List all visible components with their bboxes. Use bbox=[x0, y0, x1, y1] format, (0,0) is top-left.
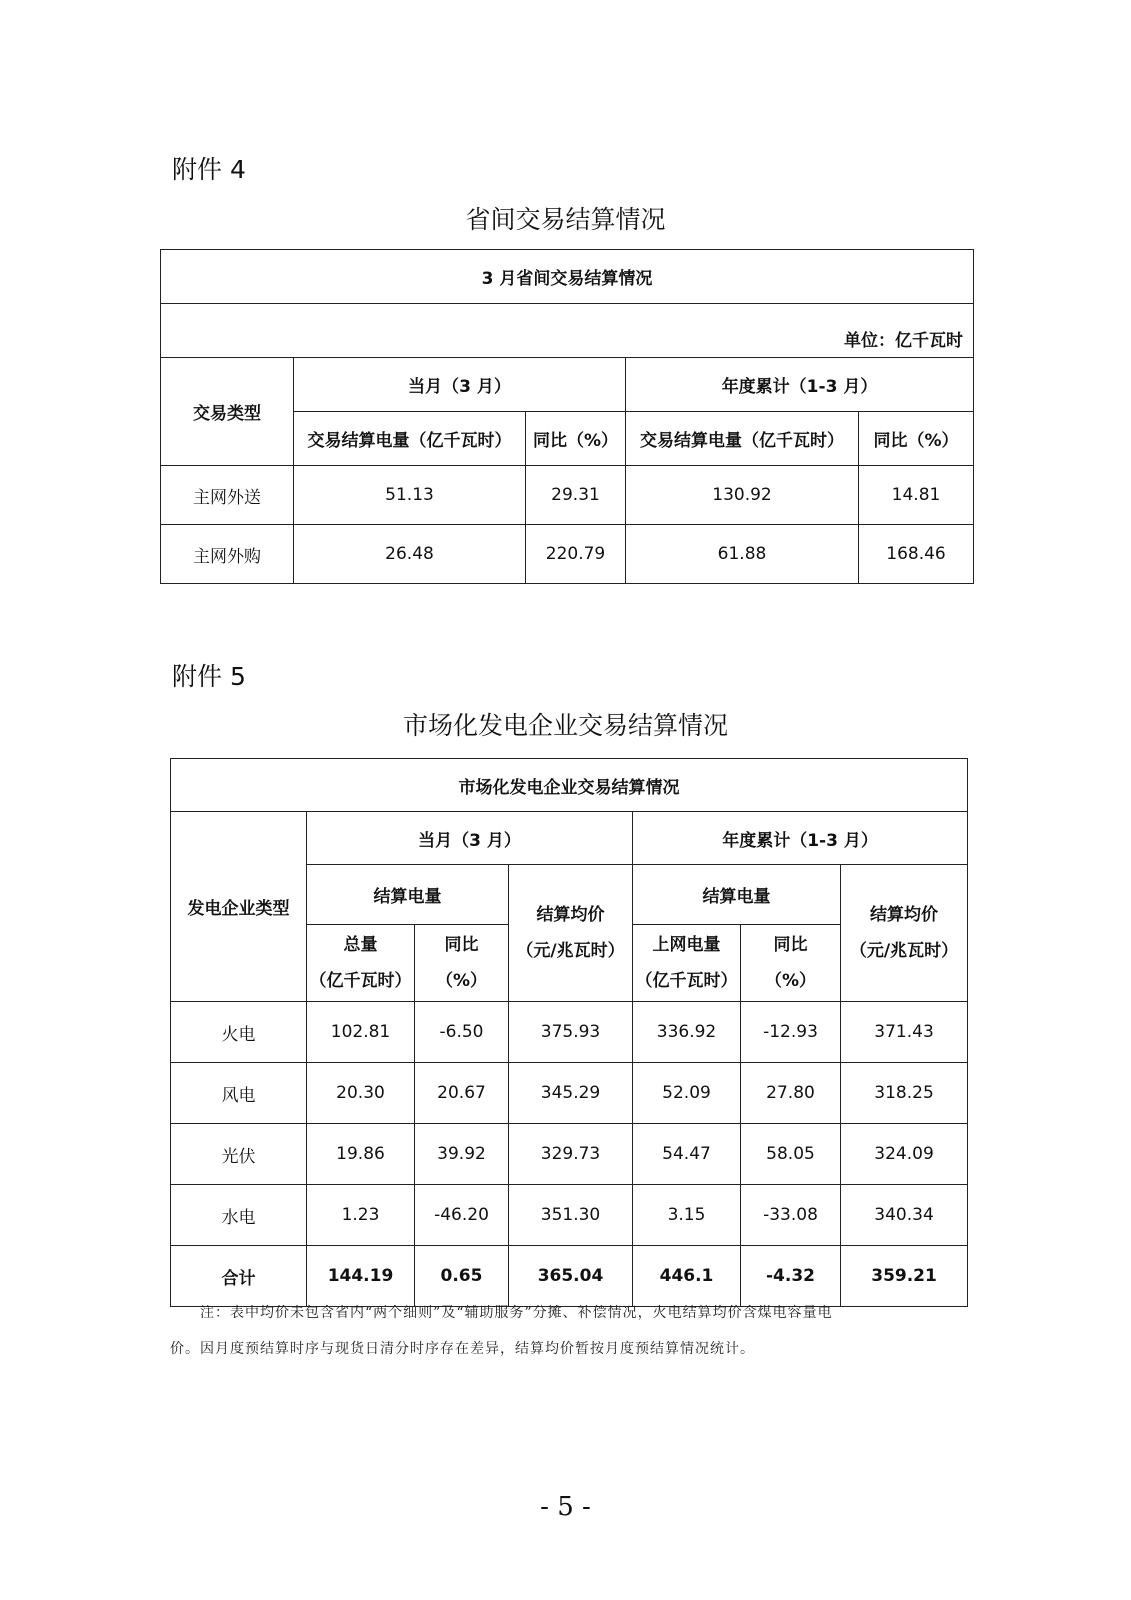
row-price: 345.29 bbox=[509, 1063, 633, 1124]
total-ytd-yoy: -4.32 bbox=[741, 1246, 841, 1307]
header-ytd-yoy bbox=[741, 925, 841, 1002]
total-ytd-price: 359.21 bbox=[841, 1246, 968, 1307]
row-yoy: 39.92 bbox=[415, 1124, 509, 1185]
row-ytd-yoy: 58.05 bbox=[741, 1124, 841, 1185]
header-ytd-volume: 交易结算电量（亿千瓦时） bbox=[626, 412, 859, 466]
header-grid-line1: 上网电量 bbox=[652, 935, 721, 955]
row-type: 主网外送 bbox=[161, 466, 294, 525]
total-total: 144.19 bbox=[307, 1246, 415, 1307]
header-year-to-date: 年度累计（1-3 月） bbox=[633, 812, 968, 865]
row-ytd-yoy: -12.93 bbox=[741, 1002, 841, 1063]
header-total-line2: （亿千瓦时） bbox=[309, 971, 412, 991]
header-trade-type: 交易类型 bbox=[161, 358, 294, 466]
header-yoy-line1: 同比 bbox=[444, 935, 479, 955]
row-type: 火电 bbox=[171, 1002, 307, 1063]
row-ytd-price: 318.25 bbox=[841, 1063, 968, 1124]
total-price: 365.04 bbox=[509, 1246, 633, 1307]
note-line-1: 注：表中均价未包含省内“两个细则”及“辅助服务”分摊、补偿情况，火电结算均价含煤电容量电 bbox=[200, 1305, 833, 1321]
table-row bbox=[171, 1124, 968, 1185]
row-ytd-grid: 52.09 bbox=[633, 1063, 741, 1124]
total-ytd-grid: 446.1 bbox=[633, 1246, 741, 1307]
attachment5-title: 市场化发电企业交易结算情况 bbox=[402, 711, 728, 740]
interprovincial-settlement-table bbox=[160, 249, 974, 584]
header-current-avg-price bbox=[509, 865, 633, 1002]
table2-caption: 市场化发电企业交易结算情况 bbox=[171, 759, 968, 812]
header-current-month: 当月（3 月） bbox=[307, 812, 633, 865]
header-current-volume: 交易结算电量（亿千瓦时） bbox=[294, 412, 526, 466]
header-avg-price-line1: 结算均价 bbox=[536, 905, 605, 925]
header-current-month: 当月（3 月） bbox=[294, 358, 626, 412]
header-ytd-settle-volume: 结算电量 bbox=[633, 865, 841, 925]
header-current-yoy: 同比（%） bbox=[526, 412, 626, 466]
row-type: 水电 bbox=[171, 1185, 307, 1246]
row-price: 351.30 bbox=[509, 1185, 633, 1246]
table-row bbox=[171, 1063, 968, 1124]
row-ytd-grid: 3.15 bbox=[633, 1185, 741, 1246]
row-ytd-volume: 130.92 bbox=[626, 466, 859, 525]
header-avg-price-line2: （元/兆瓦时） bbox=[849, 941, 959, 961]
generator-settlement-table bbox=[170, 758, 968, 1307]
row-ytd-price: 340.34 bbox=[841, 1185, 968, 1246]
table-row bbox=[171, 1002, 968, 1063]
total-yoy: 0.65 bbox=[415, 1246, 509, 1307]
row-type: 风电 bbox=[171, 1063, 307, 1124]
header-year-to-date: 年度累计（1-3 月） bbox=[626, 358, 974, 412]
table-row bbox=[161, 525, 974, 584]
row-total: 20.30 bbox=[307, 1063, 415, 1124]
attachment4-label: 附件 4 bbox=[172, 155, 246, 184]
note-line-2: 价。因月度预结算时序与现货日清分时序存在差异，结算均价暂按月度预结算情况统计。 bbox=[170, 1341, 755, 1357]
header-ytd-avg-price bbox=[841, 865, 968, 1002]
row-current-yoy: 220.79 bbox=[526, 525, 626, 584]
row-yoy: -6.50 bbox=[415, 1002, 509, 1063]
header-current-total bbox=[307, 925, 415, 1002]
table-row bbox=[161, 466, 974, 525]
row-total: 19.86 bbox=[307, 1124, 415, 1185]
header-yoy-line1: 同比 bbox=[773, 935, 808, 955]
header-yoy-line2: （%） bbox=[764, 971, 817, 991]
table1-unit: 单位：亿千瓦时 bbox=[161, 304, 974, 358]
row-ytd-yoy: 27.80 bbox=[741, 1063, 841, 1124]
table1-caption: 3 月省间交易结算情况 bbox=[161, 250, 974, 304]
row-yoy: -46.20 bbox=[415, 1185, 509, 1246]
row-ytd-price: 324.09 bbox=[841, 1124, 968, 1185]
header-total-line1: 总量 bbox=[343, 935, 378, 955]
row-price: 375.93 bbox=[509, 1002, 633, 1063]
row-price: 329.73 bbox=[509, 1124, 633, 1185]
row-type: 光伏 bbox=[171, 1124, 307, 1185]
header-ytd-yoy: 同比（%） bbox=[859, 412, 974, 466]
row-ytd-volume: 61.88 bbox=[626, 525, 859, 584]
row-current-volume: 26.48 bbox=[294, 525, 526, 584]
header-ytd-grid-volume bbox=[633, 925, 741, 1002]
row-current-yoy: 29.31 bbox=[526, 466, 626, 525]
row-total: 1.23 bbox=[307, 1185, 415, 1246]
table-row bbox=[171, 1185, 968, 1246]
total-label: 合计 bbox=[171, 1246, 307, 1307]
row-ytd-price: 371.43 bbox=[841, 1002, 968, 1063]
row-current-volume: 51.13 bbox=[294, 466, 526, 525]
header-current-settle-volume: 结算电量 bbox=[307, 865, 509, 925]
page-number: - 5 - bbox=[540, 1492, 591, 1522]
header-generator-type: 发电企业类型 bbox=[171, 812, 307, 1002]
row-ytd-yoy: -33.08 bbox=[741, 1185, 841, 1246]
attachment5-label: 附件 5 bbox=[172, 662, 246, 691]
attachment4-title: 省间交易结算情况 bbox=[465, 205, 666, 234]
header-avg-price-line1: 结算均价 bbox=[870, 905, 939, 925]
header-current-yoy bbox=[415, 925, 509, 1002]
row-ytd-yoy: 168.46 bbox=[859, 525, 974, 584]
row-total: 102.81 bbox=[307, 1002, 415, 1063]
header-yoy-line2: （%） bbox=[435, 971, 488, 991]
header-grid-line2: （亿千瓦时） bbox=[635, 971, 738, 991]
row-type: 主网外购 bbox=[161, 525, 294, 584]
row-ytd-grid: 54.47 bbox=[633, 1124, 741, 1185]
row-ytd-yoy: 14.81 bbox=[859, 466, 974, 525]
row-yoy: 20.67 bbox=[415, 1063, 509, 1124]
row-ytd-grid: 336.92 bbox=[633, 1002, 741, 1063]
header-avg-price-line2: （元/兆瓦时） bbox=[516, 941, 625, 961]
